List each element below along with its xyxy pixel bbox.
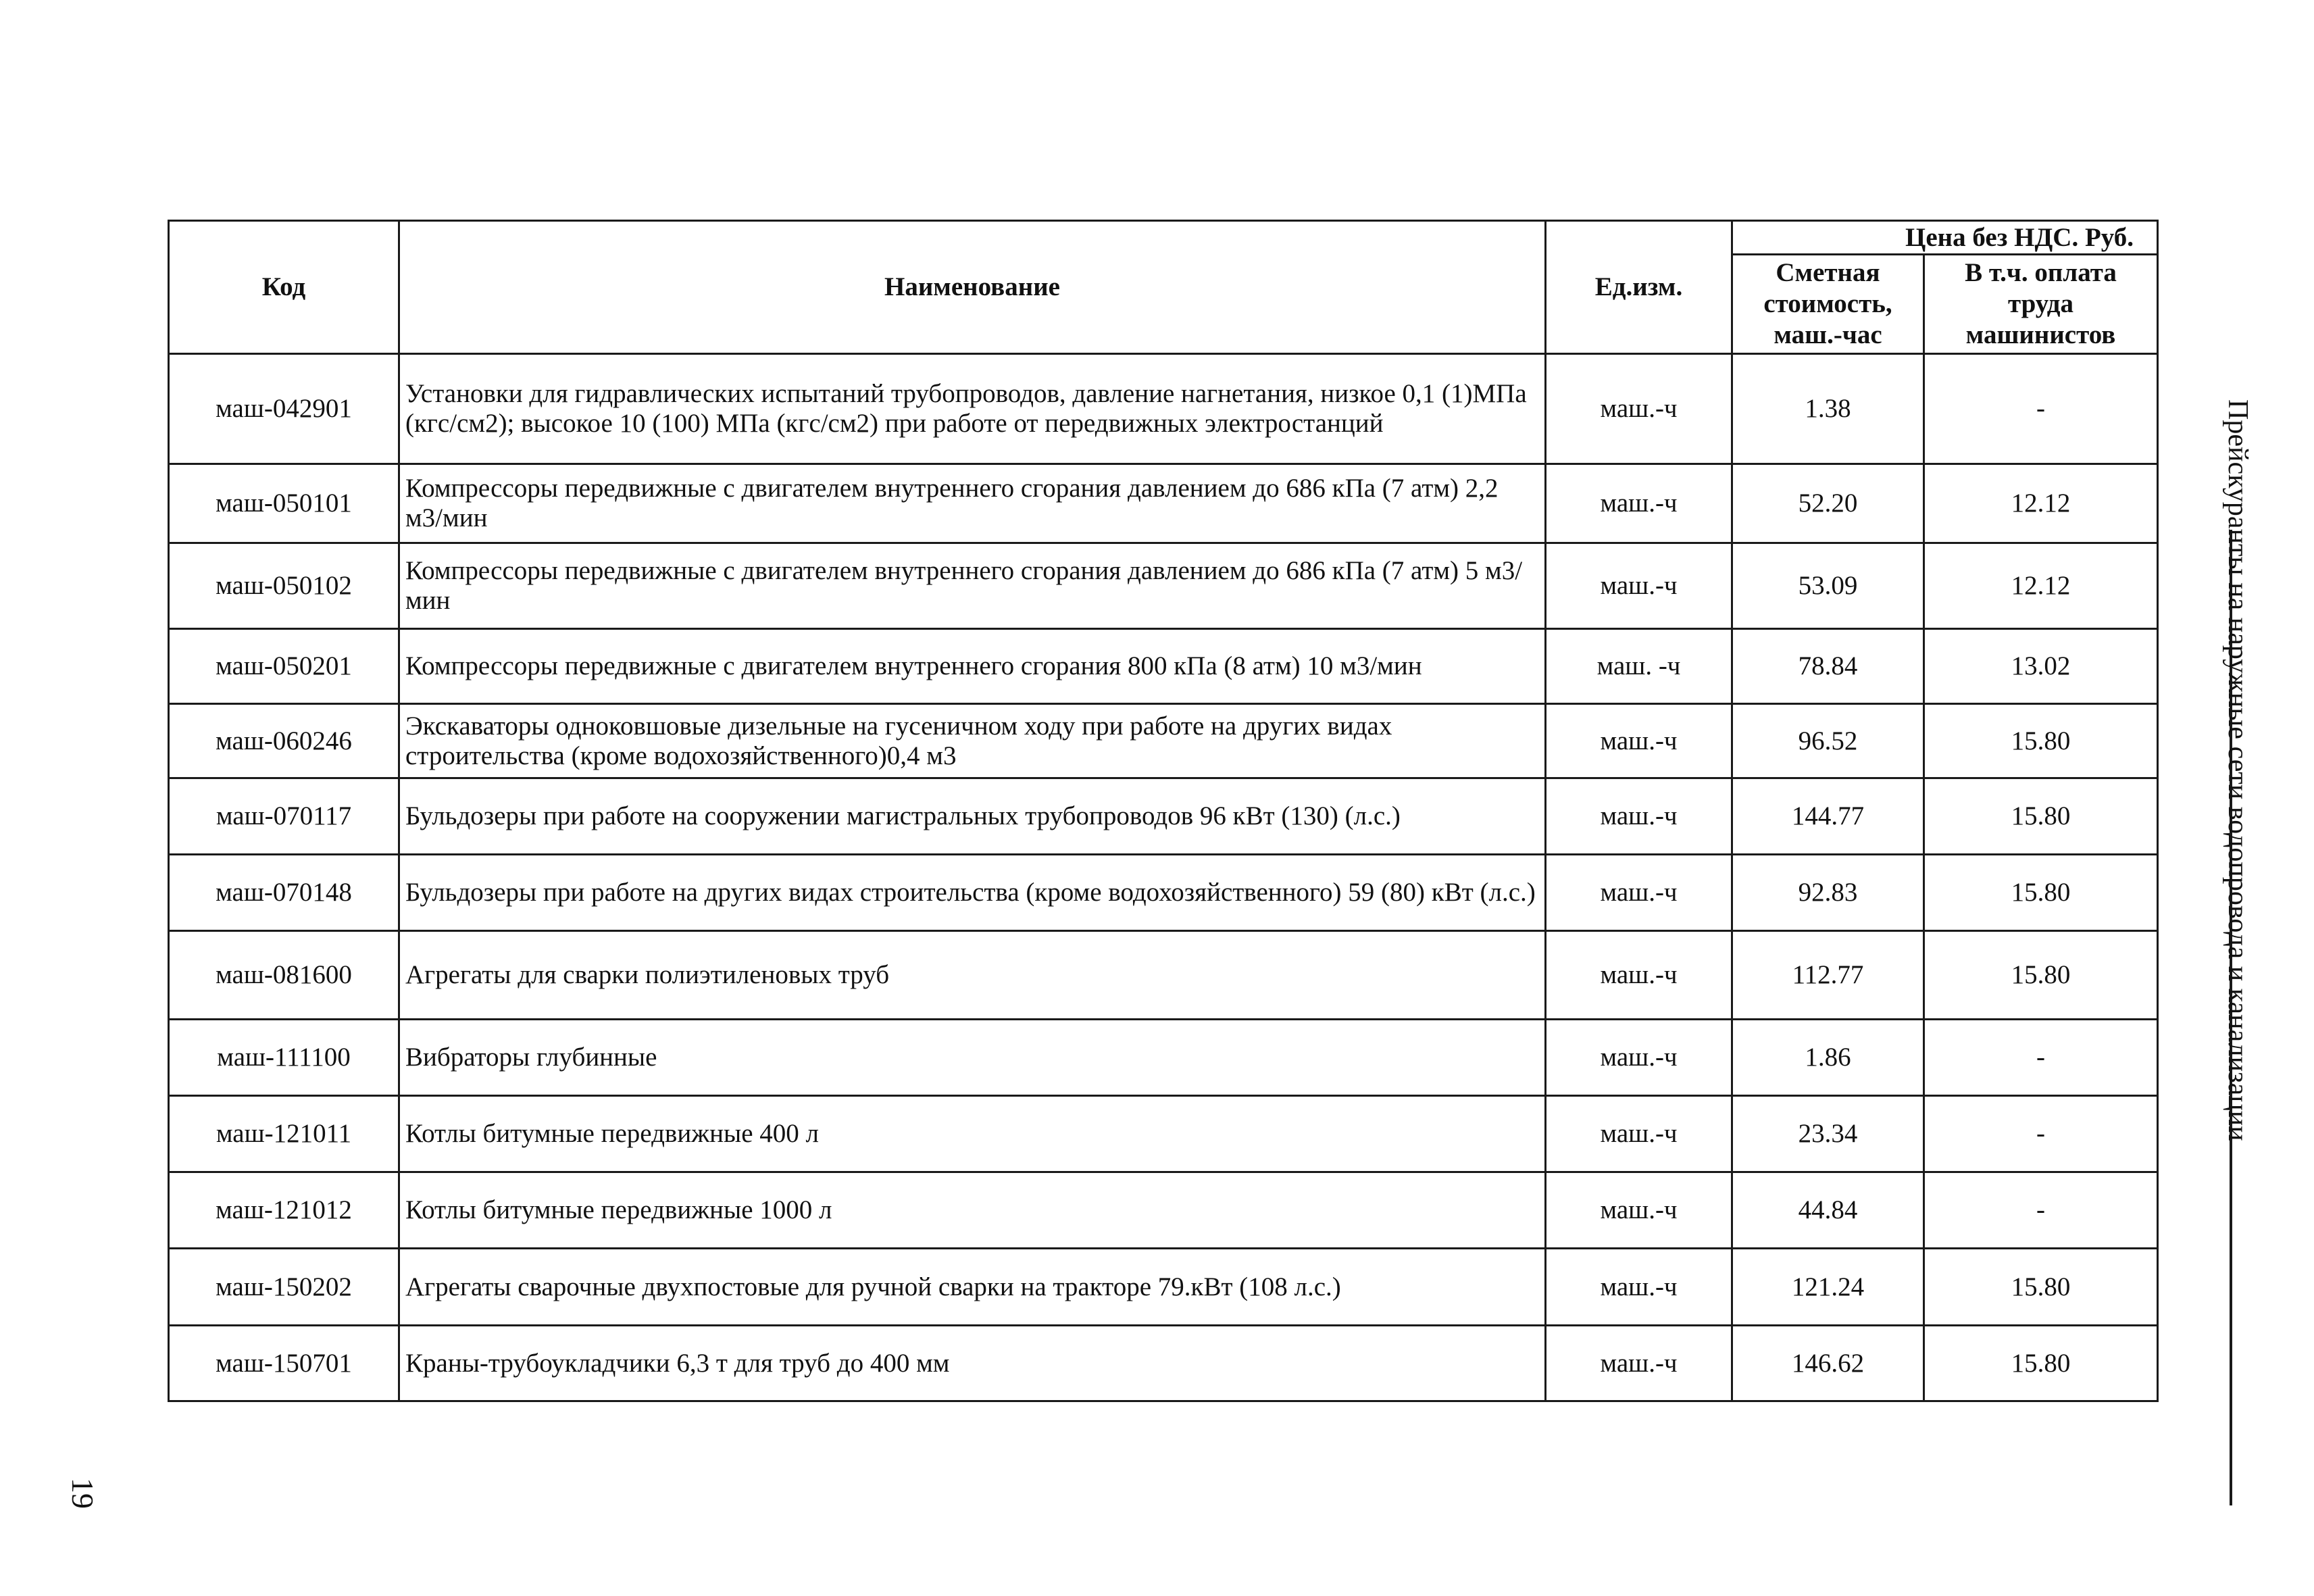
cell-unit: маш.-ч [1546,855,1732,931]
table-row [169,464,2158,543]
cell-code: маш-050101 [169,464,399,543]
cell-pay: 15.80 [1924,1326,2158,1401]
cell-name: Компрессоры передвижные с двигателем внутреннего сгорания давлением до 686 кПа (7 атм) 5 м3/мин [399,543,1546,629]
cell-code: маш-070148 [169,855,399,931]
cell-pay: 15.80 [1924,704,2158,778]
cell-pay: 15.80 [1924,931,2158,1020]
cell-name: Компрессоры передвижные с двигателем внутреннего сгорания давлением до 686 кПа (7 атм) 2,2 м3/мин [399,464,1546,543]
cell-unit: маш.-ч [1546,704,1732,778]
cell-pay: 13.02 [1924,629,2158,704]
cell-pay: 12.12 [1924,464,2158,543]
cell-code: маш-042901 [169,354,399,464]
cell-name: Котлы битумные передвижные 400 л [399,1096,1546,1172]
cell-code: маш-060246 [169,704,399,778]
cell-code: маш-070117 [169,778,399,855]
header-estimated-cost: Сметная стоимость, маш.-час [1732,255,1924,354]
table-row [169,855,2158,931]
cell-unit: маш.-ч [1546,1326,1732,1401]
table-row [169,354,2158,464]
cell-pay: 15.80 [1924,1249,2158,1326]
cell-name: Установки для гидравлических испытаний трубопроводов, давление нагнетания, низкое 0,1 (1)МПа (кгс/см2); высокое 10 (100) МПа (кгс/см2) при работе от передвижных электростанций [399,354,1546,464]
cell-unit: маш.-ч [1546,778,1732,855]
table-row [169,778,2158,855]
cell-pay: - [1924,1096,2158,1172]
cell-name: Агрегаты сварочные двухпостовые для ручной сварки на тракторе 79.кВт (108 л.с.) [399,1249,1546,1326]
cell-cost: 92.83 [1732,855,1924,931]
cell-unit: маш.-ч [1546,1020,1732,1096]
cell-name: Краны-трубоукладчики 6,3 т для труб до 400 мм [399,1326,1546,1401]
cell-unit: маш.-ч [1546,543,1732,629]
cell-code: маш-050102 [169,543,399,629]
cell-name: Компрессоры передвижные с двигателем внутреннего сгорания 800 кПа (8 атм) 10 м3/мин [399,629,1546,704]
cell-cost: 78.84 [1732,629,1924,704]
cell-name: Вибраторы глубинные [399,1020,1546,1096]
table-row [169,704,2158,778]
cell-code: маш-121011 [169,1096,399,1172]
cell-pay: - [1924,1020,2158,1096]
table-row [169,1326,2158,1401]
cell-unit: маш.-ч [1546,1172,1732,1249]
cell-cost: 53.09 [1732,543,1924,629]
header-code: Код [169,221,399,354]
cell-pay: 15.80 [1924,778,2158,855]
header-price-group: Цена без НДС. Руб. [1732,221,2158,255]
table-row [169,931,2158,1020]
table-row [169,543,2158,629]
cell-code: маш-111100 [169,1020,399,1096]
cell-code: маш-081600 [169,931,399,1020]
cell-cost: 52.20 [1732,464,1924,543]
table-row [169,1096,2158,1172]
cell-unit: маш.-ч [1546,1249,1732,1326]
cell-code: маш-150202 [169,1249,399,1326]
table-row [169,1249,2158,1326]
side-running-title: Прейскуранты на наружные сети водопровода и канализации [2222,399,2253,1141]
cell-cost: 96.52 [1732,704,1924,778]
table-row [169,629,2158,704]
cell-cost: 121.24 [1732,1249,1924,1326]
cell-pay: 15.80 [1924,855,2158,931]
header-operator-pay: В т.ч. оплата труда машинистов [1924,255,2158,354]
cell-cost: 146.62 [1732,1326,1924,1401]
cell-cost: 1.86 [1732,1020,1924,1096]
cell-cost: 44.84 [1732,1172,1924,1249]
cell-pay: - [1924,1172,2158,1249]
cell-unit: маш. -ч [1546,629,1732,704]
cell-name: Бульдозеры при работе на сооружении магистральных трубопроводов 96 кВт (130) (л.с.) [399,778,1546,855]
cell-cost: 144.77 [1732,778,1924,855]
cell-code: маш-150701 [169,1326,399,1401]
cell-code: маш-050201 [169,629,399,704]
cell-unit: маш.-ч [1546,354,1732,464]
cell-cost: 23.34 [1732,1096,1924,1172]
cell-name: Экскаваторы одноковшовые дизельные на гусеничном ходу при работе на других видах строительства (кроме водохозяйственного)0,4 м3 [399,704,1546,778]
cell-unit: маш.-ч [1546,464,1732,543]
page-number: 19 [66,1478,100,1509]
cell-name: Агрегаты для сварки полиэтиленовых труб [399,931,1546,1020]
cell-code: маш-121012 [169,1172,399,1249]
table-row [169,1172,2158,1249]
cell-name: Бульдозеры при работе на других видах строительства (кроме водохозяйственного) 59 (80) кВт (л.с.) [399,855,1546,931]
cell-unit: маш.-ч [1546,1096,1732,1172]
header-unit: Ед.изм. [1546,221,1732,354]
cell-pay: 12.12 [1924,543,2158,629]
cell-name: Котлы битумные передвижные 1000 л [399,1172,1546,1249]
cell-cost: 112.77 [1732,931,1924,1020]
cell-unit: маш.-ч [1546,931,1732,1020]
header-name: Наименование [399,221,1546,354]
price-table [168,220,2159,1402]
cell-cost: 1.38 [1732,354,1924,464]
cell-pay: - [1924,354,2158,464]
table-row [169,1020,2158,1096]
